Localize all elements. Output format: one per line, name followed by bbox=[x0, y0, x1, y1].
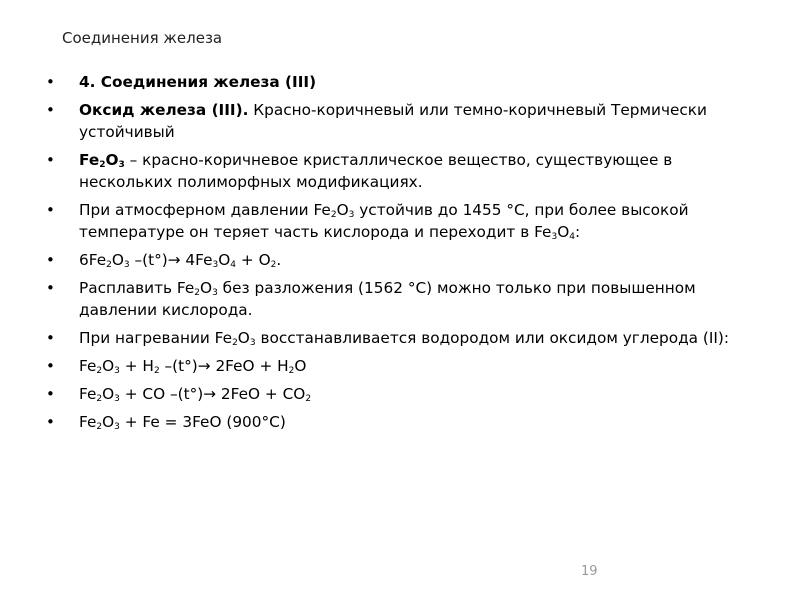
item-text: При нагревании $Fe_2O_3$ восстанавливается водородом или оксидом углерода (II): bbox=[79, 329, 730, 348]
item-heading: Оксид железа (III). bbox=[79, 101, 249, 119]
bullet-icon: • bbox=[46, 251, 55, 269]
bullet-icon: • bbox=[46, 413, 55, 431]
item-text: Красно-коричневый или темно-коричневый Термически устойчивый bbox=[79, 101, 707, 141]
reaction-equation: $Fe_2O_3$ + CO $-(t^\circ)\to 2FeO + CO_2$ bbox=[79, 385, 312, 404]
bullet-icon: • bbox=[46, 329, 55, 347]
item-text: – красно-коричневое кристаллическое вещество, существующее в нескольких полиморфных модификациях. bbox=[79, 151, 673, 191]
list-item bbox=[46, 277, 766, 321]
list-item bbox=[46, 327, 766, 349]
item-text: 4. Соединения железа (III) bbox=[79, 73, 317, 91]
reaction-equation: $6Fe_2O_3$ $-(t^\circ)\to 4Fe_3O_4 + O_2$. bbox=[79, 251, 282, 270]
list-item bbox=[46, 249, 766, 271]
list-item bbox=[46, 355, 766, 377]
item-text: Расплавить $Fe_2O_3$ без разложения (1562 °С) можно только при повышенном давлении кислорода. bbox=[79, 279, 696, 319]
formula: $Fe_2O_3$ bbox=[79, 151, 125, 170]
list-item bbox=[46, 199, 766, 243]
bullet-list bbox=[46, 71, 766, 439]
page-number: 19 bbox=[581, 564, 598, 579]
list-item bbox=[46, 99, 766, 143]
bullet-icon: • bbox=[46, 73, 55, 91]
list-item bbox=[46, 71, 766, 93]
bullet-icon: • bbox=[46, 201, 55, 219]
bullet-icon: • bbox=[46, 101, 55, 119]
list-item bbox=[46, 411, 766, 433]
slide-title: Соединения железа bbox=[62, 29, 223, 47]
list-item bbox=[46, 149, 766, 193]
item-text: При атмосферном давлении $Fe_2O_3$ устойчив до 1455 °С, при более высокой температуре он теряет часть кислорода и переходит в $Fe_3O_4$: bbox=[79, 201, 689, 242]
reaction-equation: $Fe_2O_3 + Fe = 3FeO$ (900°С) bbox=[79, 413, 286, 432]
bullet-icon: • bbox=[46, 279, 55, 297]
bullet-icon: • bbox=[46, 357, 55, 375]
bullet-icon: • bbox=[46, 151, 55, 169]
list-item bbox=[46, 383, 766, 405]
bullet-icon: • bbox=[46, 385, 55, 403]
reaction-equation: $Fe_2O_3 + H_2$ $-(t^\circ)\to 2FeO + H_2O$ bbox=[79, 357, 307, 376]
